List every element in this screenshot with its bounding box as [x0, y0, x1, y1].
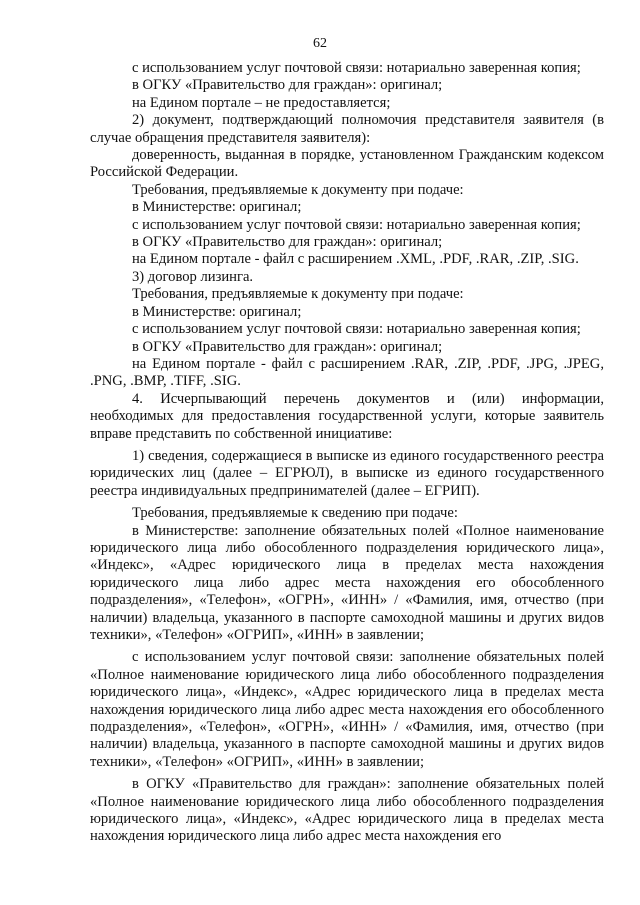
paragraph: на Едином портале – не предоставляется; — [132, 94, 391, 111]
paragraph: на Едином портале - файл с расширением .XML, .PDF, .RAR, .ZIP, .SIG. — [132, 251, 579, 268]
paragraph: доверенность, выданная в порядке, установленном Гражданским кодексом Российской Федерации. — [90, 147, 604, 181]
paragraph: с использованием услуг почтовой связи: нотариально заверенная копия; — [132, 321, 581, 338]
paragraph: Требования, предъявляемые к сведению при подаче: — [132, 505, 458, 522]
paragraph: в Министерстве: оригинал; — [132, 199, 302, 216]
paragraph: с использованием услуг почтовой связи: заполнение обязательных полей «Полное наименование юридического лица либо обособленного подразделения юридического лица», «Индекс», «Адрес юридического лица в пределах места нахождения юридического лица либо адрес места нахождения его обособленного подразделения», «Телефон», «ОГРН», «ИНН» / «Фамилия, имя, отчество (при наличии) владельца, указанного в паспорте самоходной машины и других видов техники», «Телефон» «ОГРИП», «ИНН» в заявлении; — [90, 649, 604, 770]
paragraph: с использованием услуг почтовой связи: нотариально заверенная копия; — [132, 216, 581, 233]
paragraph: Требования, предъявляемые к документу при подаче: — [132, 181, 464, 198]
paragraph: 3) договор лизинга. — [132, 268, 254, 285]
paragraph: с использованием услуг почтовой связи: нотариально заверенная копия; — [132, 60, 581, 76]
paragraph: в Министерстве: оригинал; — [132, 303, 302, 320]
paragraph: в ОГКУ «Правительство для граждан»: заполнение обязательных полей «Полное наименование юридического лица либо обособленного подразделения юридического лица», «Индекс», «Адрес юридического лица в пределах места нахождения юридического лица либо адрес места нахождения его — [90, 776, 604, 845]
paragraph: 4. Исчерпывающий перечень документов и (или) информации, необходимых для предоставления государственной услуги, которые заявитель вправе представить по собственной инициативе: — [90, 390, 604, 442]
page-number: 62 — [313, 36, 327, 51]
paragraph: 2) документ, подтверждающий полномочия представителя заявителя (в случае обращения представителя заявителя): — [90, 112, 604, 146]
paragraph: Требования, предъявляемые к документу при подаче: — [132, 286, 464, 303]
paragraph: 1) сведения, содержащиеся в выписке из единого государственного реестра юридических лиц (далее – ЕГРЮЛ), в выписке из единого государственного реестра индивидуальных предпринимателей (далее – ЕГРИП). — [90, 447, 604, 499]
document-body — [90, 60, 604, 846]
paragraph: в Министерстве: заполнение обязательных полей «Полное наименование юридического лица либо обособленного подразделения юридического лица», «Индекс», «Адрес юридического лица в пределах места нахождения юридического лица либо адрес места нахождения его обособленного подразделения», «Телефон», «ОГРН», «ИНН» / «Фамилия, имя, отчество (при наличии) владельца, указанного в паспорте самоходной машины и других видов техники», «Телефон» «ОГРИП», «ИНН» в заявлении; — [90, 522, 604, 643]
paragraph: в ОГКУ «Правительство для граждан»: оригинал; — [132, 234, 443, 251]
paragraph: в ОГКУ «Правительство для граждан»: оригинал; — [132, 338, 443, 355]
paragraph: на Едином портале - файл с расширением .RAR, .ZIP, .PDF, .JPG, .JPEG, .PNG, .BMP, .TIFF, .SIG. — [90, 355, 604, 390]
paragraph: в ОГКУ «Правительство для граждан»: оригинал; — [132, 77, 443, 94]
